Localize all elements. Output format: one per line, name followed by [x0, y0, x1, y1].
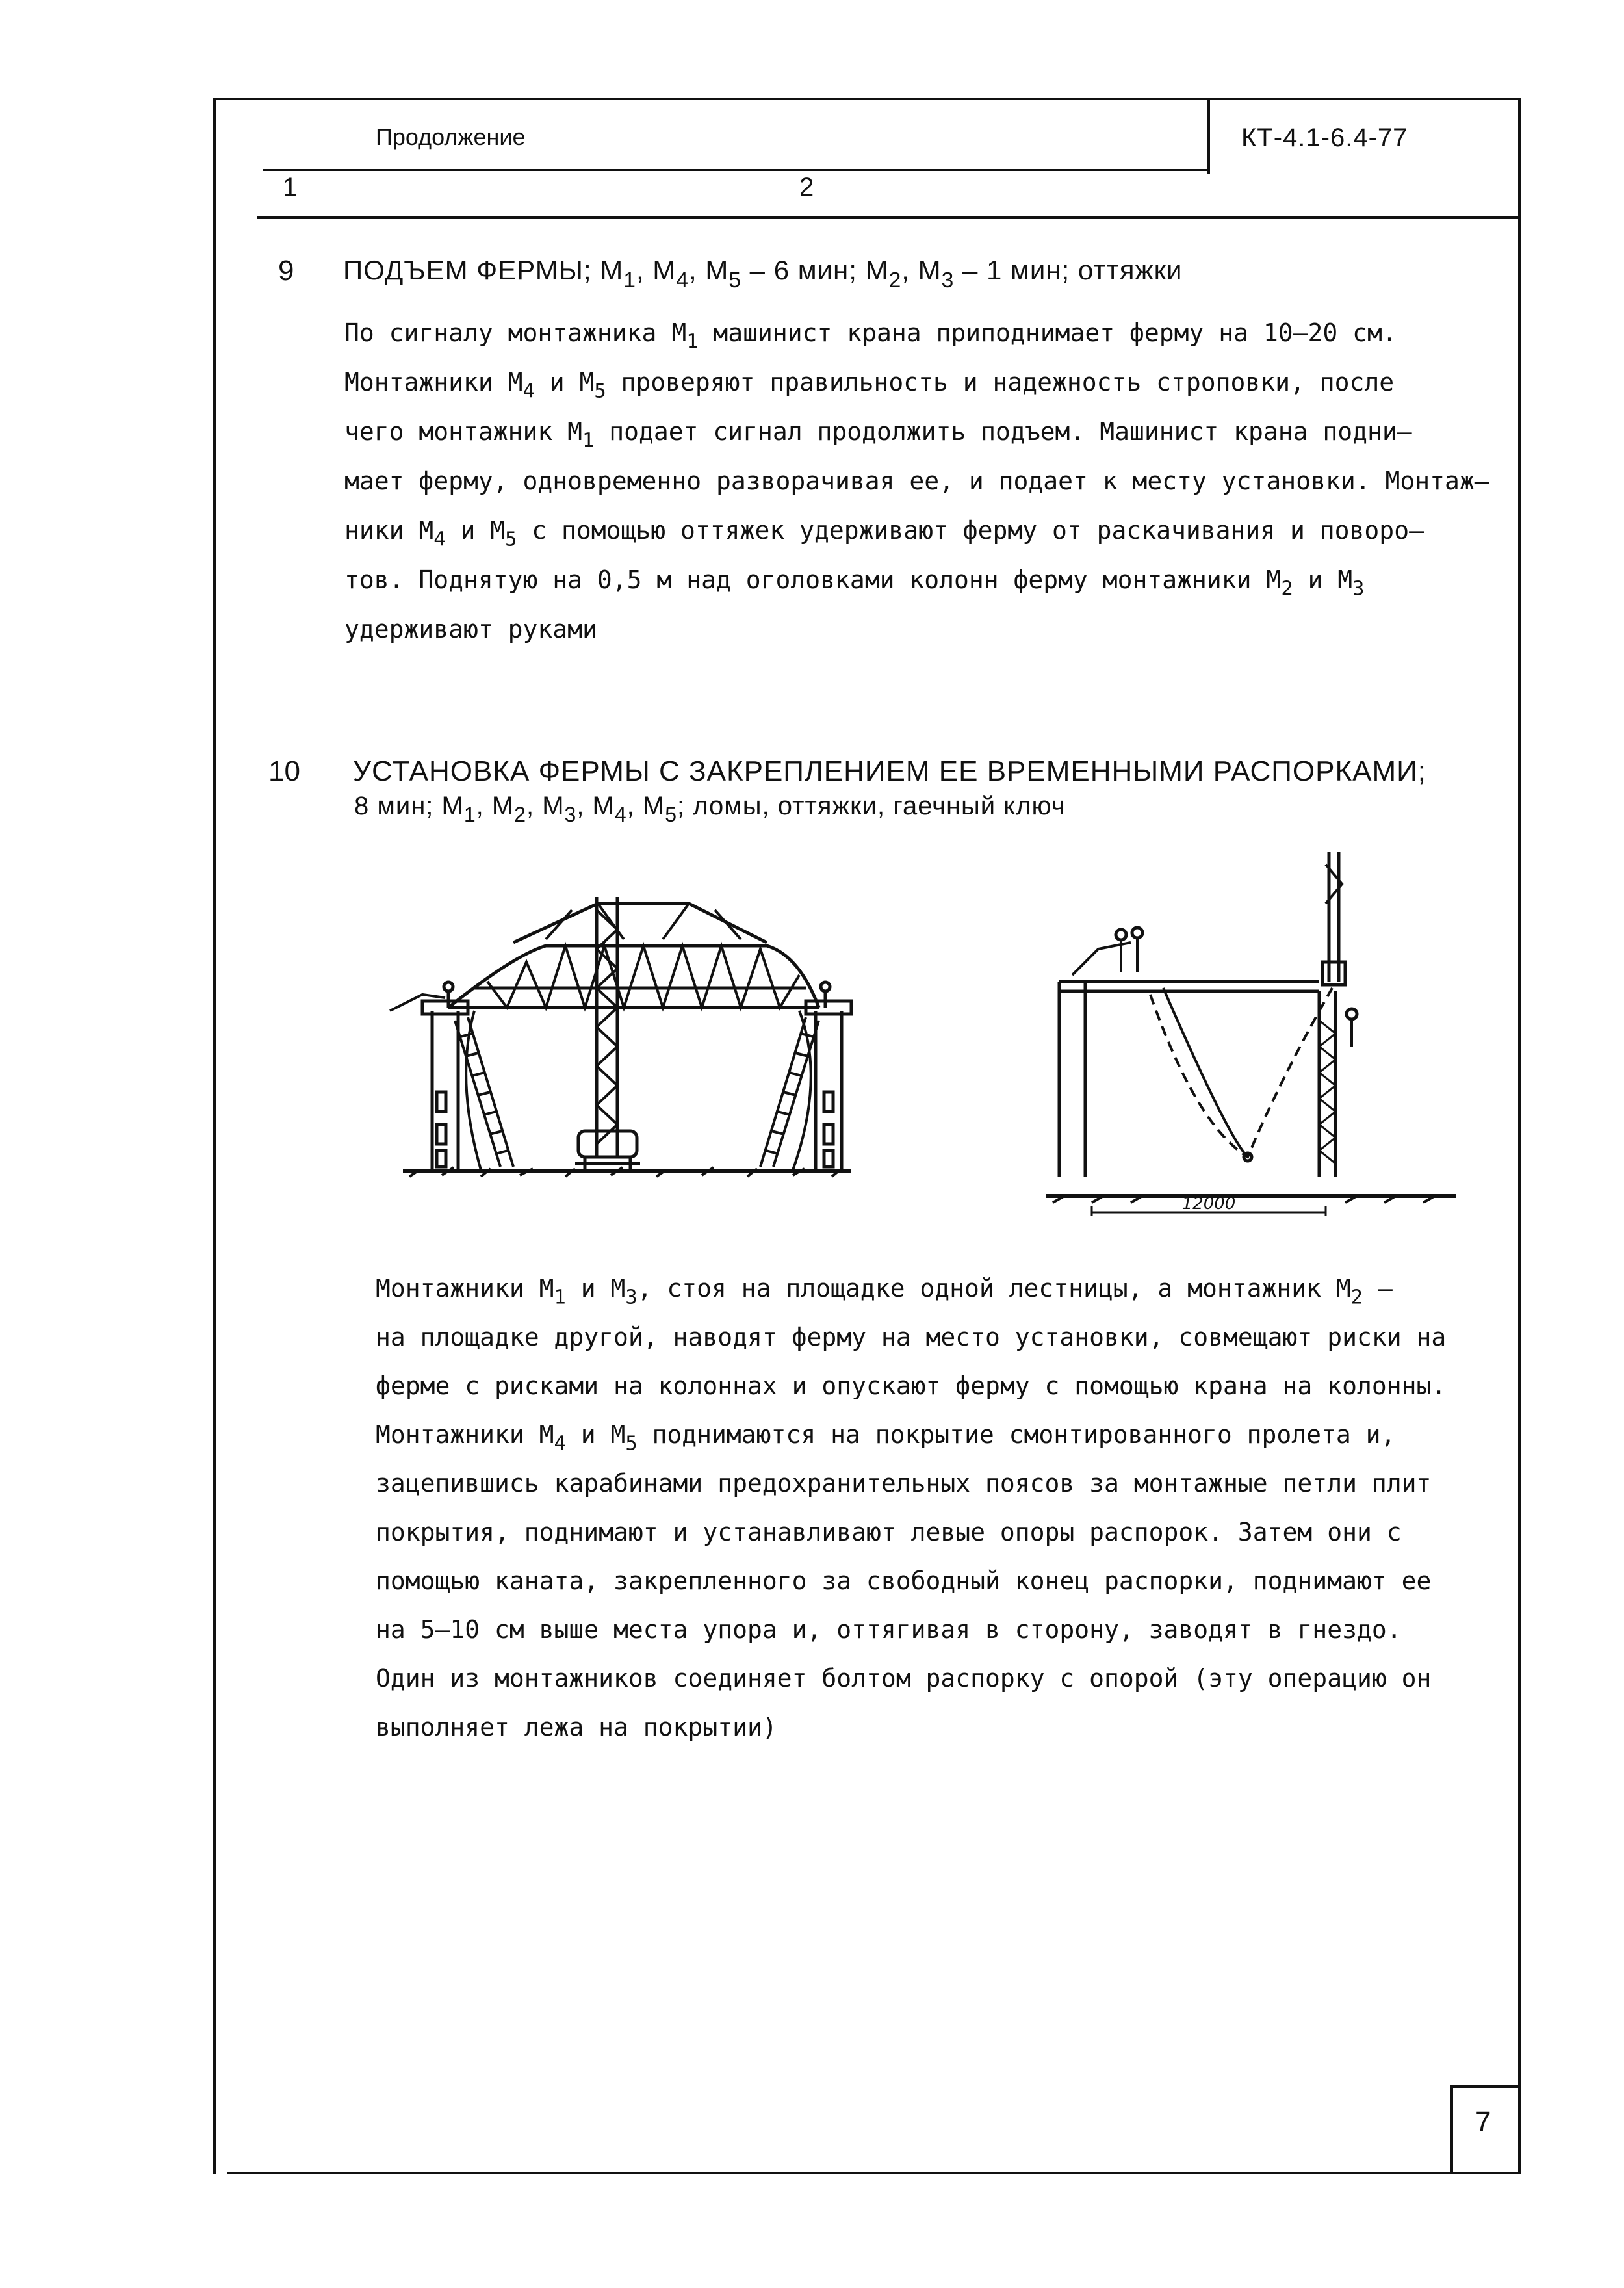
page-number-box-left	[1450, 2085, 1453, 2174]
subscript: 5	[665, 803, 678, 827]
text-line: выполняет лежа на покрытии)	[376, 1713, 777, 1741]
text-line: покрытия, поднимают и устанавливают левые опоры распорок. Затем они с	[376, 1518, 1402, 1546]
subscript: 5	[505, 528, 517, 551]
subscript: 3	[1352, 577, 1365, 601]
text-line: Один из монтажников соединяет болтом распорку с опорой (эту операцию он	[376, 1664, 1432, 1693]
truss-lifting-drawing	[351, 871, 864, 1196]
column-number-1: 1	[283, 173, 298, 202]
subscript: 5	[625, 1432, 638, 1455]
header-rule	[257, 216, 1521, 219]
subscript: 5	[594, 380, 606, 403]
text-line: ферме с рисками на колоннах и опускают ферму с помощью крана на колонны.	[376, 1372, 1447, 1400]
subscript: 1	[582, 429, 595, 452]
frame-right	[1518, 98, 1521, 2174]
text-line: на 5–10 см выше места упора и, оттягивая в сторону, заводят в гнездо.	[376, 1615, 1402, 1644]
subscript: 1	[554, 1286, 566, 1309]
text-line: Монтажники $М_4$ и $М_5$ поднимаются на покрытие смонтированного пролета и,	[376, 1420, 1396, 1455]
subscript: 3	[564, 803, 577, 827]
page-number: 7	[1475, 2106, 1491, 2138]
text-line: Монтажники $М_1$ и $М_3$, стоя на площадке одной лестницы, а монтажник $М_2$ –	[376, 1274, 1393, 1309]
subscript: 1	[686, 330, 699, 354]
subscript: 2	[1281, 577, 1293, 601]
frame-top	[213, 98, 1521, 100]
continuation-label: Продолжение	[376, 124, 526, 150]
subscript: 2	[1350, 1286, 1363, 1309]
subscript: 1	[623, 268, 636, 292]
document-code: КТ-4.1-6.4-77	[1241, 124, 1408, 152]
subscript: 3	[625, 1286, 638, 1309]
text-line: удерживают руками	[344, 615, 597, 644]
subscript: 4	[676, 268, 689, 292]
text-line: ники $М_4$ и $М_5$ с помощью оттяжек удерживают ферму от раскачивания и поворо–	[344, 516, 1424, 551]
dimension-label: 12000	[1181, 1194, 1236, 1214]
frame-bottom	[227, 2172, 1521, 2174]
text-line: на площадке другой, наводят ферму на место установки, совмещают риски на	[376, 1323, 1447, 1351]
step-9-title: ПОДЪЕМ ФЕРМЫ; $М_1$, $М_4$, $М_5 - 6$ мин; $М_2$, $М_3 - 1$ мин; оттяжки	[343, 255, 1183, 292]
text-line: чего монтажник $М_1$ подает сигнал продолжить подъем. Машинист крана подни–	[344, 417, 1412, 452]
step-9-number: 9	[278, 255, 294, 287]
page-number-box-top	[1450, 2085, 1521, 2088]
text-line: Монтажники $М_4$ и $М_5$ проверяют правильность и надежность строповки, после	[344, 368, 1395, 403]
step-10-subtitle: 8 мин; $М_1$, $М_2$, $М_3$, $М_4$, $М_5$; ломы, оттяжки, гаечный ключ	[354, 792, 1066, 827]
header-divider-vertical	[1207, 98, 1210, 174]
subscript: 5	[728, 268, 741, 292]
frame-left	[213, 98, 216, 2174]
subscript: 4	[614, 803, 627, 827]
subscript: 1	[463, 803, 476, 827]
subscript: 4	[554, 1432, 566, 1455]
text-line: тов. Поднятую на 0,5 м над оголовками колонн ферму монтажники $М_2$ и $М_3$	[344, 566, 1365, 601]
subscript: 2	[888, 268, 902, 292]
text-line: мает ферму, одновременно разворачивая ее, и подает к месту установки. Монтаж–	[344, 467, 1489, 495]
step-10-title: УСТАНОВКА ФЕРМЫ С ЗАКРЕПЛЕНИЕМ ЕЕ ВРЕМЕННЫМИ РАСПОРКАМИ;	[353, 755, 1426, 787]
column-number-2: 2	[799, 173, 814, 202]
subscript: 4	[433, 528, 446, 551]
header-underline	[263, 169, 1209, 171]
truss-side-view-drawing	[1033, 852, 1462, 1216]
subscript: 2	[514, 803, 526, 827]
subscript: 3	[941, 268, 955, 292]
text-line: помощью каната, закрепленного за свободный конец распорки, поднимают ее	[376, 1566, 1432, 1595]
step-10-number: 10	[268, 755, 300, 787]
subscript: 4	[522, 380, 535, 403]
text-line: По сигналу монтажника $М_1$ машинист крана приподнимает ферму на 10–20 см.	[344, 318, 1397, 354]
text-line: зацепившись карабинами предохранительных поясов за монтажные петли плит	[376, 1469, 1432, 1498]
